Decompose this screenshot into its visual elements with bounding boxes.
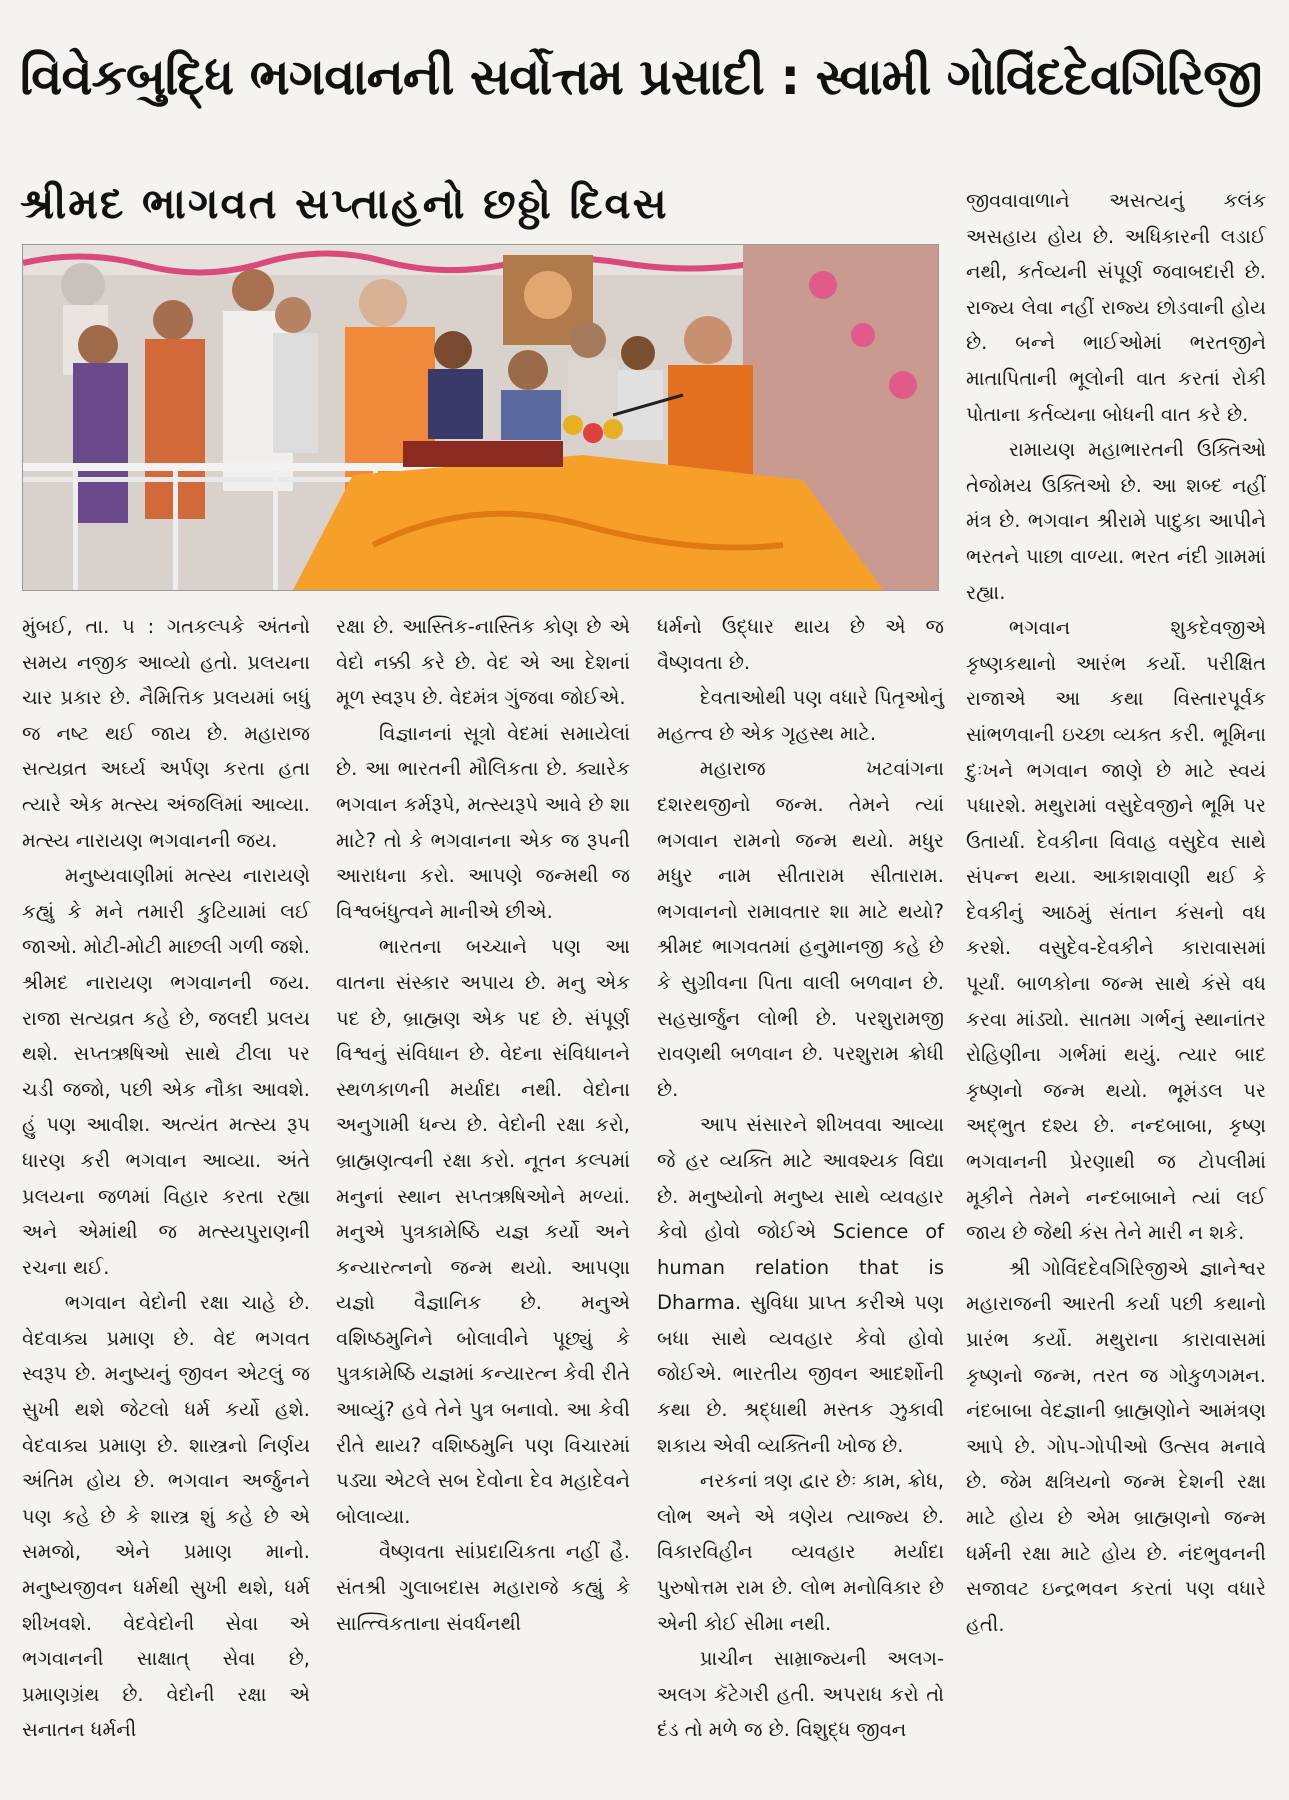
paragraph: ધર્મનો ઉદ્ધાર થાય છે એ જ વૈષ્ણવતા છે. (657, 615, 944, 674)
article-column-2 (336, 609, 630, 1641)
article-column-3 (657, 609, 944, 1748)
paragraph: ભગવાન શુકદેવજીએ કૃષ્ણકથાનો આરંભ કર્યો. પરીક્ષિત રાજાએ આ કથા વિસ્તારપૂર્વક સાંભળવાની ઇચ્છા વ્યક્ત કરી. ભૂમિના દુઃખને ભગવાન જાણે છે માટે સ્વયં પધારશે. મથુરામાં વસુદેવજીને ભૂમિ પર ઉતાર્યા. દેવકીના વિવાહ વસુદેવ સાથે સંપન્ન થયા. આકાશવાણી થઈ કે દેવકીનું આઠમું સંતાન કંસનો વધ કરશે. વસુદેવ-દેવકીને કારાવાસમાં પૂર્યાં. બાળકોના જન્મ સાથે કંસે વધ કરવા માંડ્યો. સાતમા ગર્ભનું સ્થાનાંતર રોહિણીના ગર્ભમાં થયું. ત્યાર બાદ કૃષ્ણનો જન્મ થયો. ભૂમંડલ પર અદ્ભુત દશ્ય છે. નન્દબાબા, કૃષ્ણ ભગવાનની પ્રેરણાથી જ ટોપલીમાં મૂકીને તેમને નન્દબાબાને ત્યાં લઈ જાય છે જેથી કંસ તેને મારી ન શકે. (966, 616, 1266, 1245)
paragraph: દેવતાઓથી પણ વધારે પિતૃઓનું મહત્ત્વ છે એક ગૃહસ્થ માટે. (657, 686, 944, 745)
subheadline: શ્રીમદ ભાગવત સપ્તાહનો છઠ્ઠો દિવસ (20, 179, 669, 228)
paragraph: ભારતના બચ્ચાને પણ આ વાતના સંસ્કાર અપાય છે. મનુ એક પદ છે, બ્રાહ્મણ એક પદ છે. સંપૂર્ણ વિશ્વનું સંવિધાન છે. વેદના સંવિધાનને સ્થળકાળની મર્યાદા નથી. વેદોના અનુગામી ધન્ય છે. વેદોની રક્ષા કરો, બ્રાહ્મણત્વની રક્ષા કરો. નૂતન કલ્પમાં મનુનાં સ્થાન સપ્તઋષિઓને મળ્યાં. મનુએ પુત્રકામેષ્ઠિ યજ્ઞ કર્યો અને કન્યારત્નનો જન્મ થયો. આપણા યજ્ઞો વૈજ્ઞાનિક છે. મનુએ વશિષ્ઠમુનિને બોલાવીને પૂછ્યું કે પુત્રકામેષ્ઠિ યજ્ઞમાં કન્યારત્ન કેવી રીતે આવ્યું? હવે તેને પુત્ર બનાવો. આ કેવી રીતે થાય? વશિષ્ઠમુનિ પણ વિચારમાં પડ્યા એટલે સબ દેવોના દેવ મહાદેવને બોલાવ્યા. (336, 935, 630, 1528)
paragraph: મનુષ્યવાણીમાં મત્સ્ય નારાયણે કહ્યું કે મને તમારી કુટિયામાં લઈ જાઓ. મોટી-મોટી માછલી ગળી જશે. શ્રીમદ નારાયણ ભગવાનની જય. રાજા સત્યવ્રત કહે છે, જલદી પ્રલય થશે. સપ્તઋષિઓ સાથે ટીલા પર ચડી જજો, પછી એક નૌકા આવશે. હું પણ આવીશ. અત્યંત મત્સ્ય રૂપ ધારણ કરી ભગવાન આવ્યા. અંતે પ્રલયના જળમાં વિહાર કરતા રહ્યા અને એમાંથી જ મત્સ્યપુરાણની રચના થઈ. (22, 864, 310, 1279)
paragraph: રામાયણ મહાભારતની ઉક્તિઓ તેજોમય ઉક્તિઓ છે. આ શબ્દ નહીં મંત્ર છે. ભગવાન શ્રીરામે પાદુકા આપીને ભરતને પાછા વાળ્યા. ભરત નંદી ગ્રામમાં રહ્યા. (966, 438, 1266, 604)
event-photo (22, 244, 939, 591)
paragraph: મુંબઈ, તા. ૫ : ગતકલ્પકે અંતનો સમય નજીક આવ્યો હતો. પ્રલયના ચાર પ્રકાર છે. નૈમિત્તિક પ્રલયમાં બધું જ નષ્ટ થઈ જાય છે. મહારાજ સત્યવ્રત અર્ઘ્ય અર્પણ કરતા હતા ત્યારે એક મત્સ્ય અંજલિમાં આવ્યા. મત્સ્ય નારાયણ ભગવાનની જય. (22, 615, 310, 852)
paragraph: શ્રી ગોવિંદદેવગિરિજીએ જ્ઞાનેશ્વર મહારાજની આરતી કર્યા પછી કથાનો પ્રારંભ કર્યો. મથુરાના કારાવાસમાં કૃષ્ણનો જન્મ, તરત જ ગોકુળગમન. નંદબાબા વેદજ્ઞાની બ્રાહ્મણોને આમંત્રણ આપે છે. ગોપ-ગોપીઓ ઉત્સવ મનાવે છે. જેમ ક્ષત્રિયનો જન્મ દેશની રક્ષા માટે હોય છે એમ બ્રાહ્મણનો જન્મ ધર્મની રક્ષા માટે હોય છે. નંદભુવનની સજાવટ ઇન્દ્રભવન કરતાં પણ વધારે હતી. (966, 1256, 1266, 1636)
paragraph: મહારાજ ખટવાંગના દશરથજીનો જન્મ. તેમને ત્યાં ભગવાન રામનો જન્મ થયો. મધુર મધુર નામ સીતારામ સીતારામ. ભગવાનનો રામાવતાર શા માટે થયો? શ્રીમદ ભાગવતમાં હનુમાનજી કહે છે કે સુગ્રીવના પિતા વાલી બળવાન છે. સહસ્રાર્જુન લોભી છે. પરશુરામજી રાવણથી બળવાન છે. પરશુરામ ક્રોધી છે. (657, 757, 944, 1101)
paragraph: જીવવાવાળાને અસત્યનું કલંક અસહાય હોય છે. અધિકારની લડાઈ નથી, કર્તવ્યની સંપૂર્ણ જવાબદારી છે. રાજ્ય લેવા નહીં રાજ્ય છોડવાની હોય છે. બન્ને ભાઈઓમાં ભરતજીને માતાપિતાની ભૂલોની વાત કરતાં રોકી પોતાના કર્તવ્યના બોધની વાત કરે છે. (966, 189, 1266, 426)
paragraph: ભગવાન વેદોની રક્ષા ચાહે છે. વેદવાક્ય પ્રમાણ છે. વેદ ભગવત સ્વરૂપ છે. મનુષ્યનું જીવન એટલું જ સુખી થશે જેટલો ધર્મ કર્યો હશે. વેદવાક્ય પ્રમાણ છે. શાસ્ત્રનો નિર્ણય અંતિમ હોય છે. ભગવાન અર્જુનને પણ કહે છે કે શાસ્ત્ર શું કહે છે એ સમજો, એને પ્રમાણ માનો. મનુષ્યજીવન ધર્મથી સુખી થશે, ધર્મ શીખવશે. વેદવેદોની સેવા એ ભગવાનની સાક્ષાત્ સેવા છે, પ્રમાણગ્રંથ છે. વેદોની રક્ષા એ સનાતન ધર્મની (22, 1291, 310, 1742)
article-column-1 (22, 609, 310, 1748)
paragraph: આપ સંસારને શીખવવા આવ્યા જે હર વ્યક્તિ માટે આવશ્યક વિદ્યા છે. મનુષ્યોનો મનુષ્ય સાથે વ્યવહાર કેવો હોવો જોઈએ Science of human relation that is Dharma. સુવિધા પ્રાપ્ત કરીએ પણ બધા સાથે વ્યવહાર કેવો હોવો જોઈએ. ભારતીય જીવન આદર્શોની કથા છે. શ્રદ્ધાથી મસ્તક ઝુકાવી શકાય એવી વ્યક્તિની ખોજ છે. (657, 1113, 944, 1457)
paragraph: પ્રાચીન સામ્રાજ્યની અલગ-અલગ કૅટેગરી હતી. અપરાધ કરો તો દંડ તો મળે જ છે. વિશુદ્ધ જીવન (657, 1647, 944, 1742)
paragraph: નરકનાં ત્રણ દ્વાર છેઃ કામ, ક્રોધ, લોભ અને એ ત્રણેય ત્યાજ્ય છે. વિકારવિહીન વ્યવહાર મર્યાદા પુરુષોત્તમ રામ છે. લોભ મનોવિકાર છે એની કોઈ સીમા નથી. (657, 1469, 944, 1635)
paragraph: વિજ્ઞાનનાં સૂત્રો વેદમાં સમાયેલાં છે. આ ભારતની મૌલિકતા છે. ક્યારેક ભગવાન કર્મરૂપે, મત્સ્યરૂપે આવે છે શા માટે? તો કે ભગવાનના એક જ રૂપની આરાધના કરો. આપણે જન્મથી જ વિશ્વબંધુત્વને માનીએ છીએ. (336, 721, 630, 923)
paragraph: વૈષ્ણવતા સાંપ્રદાયિકતા નહીં હૈ. સંતશ્રી ગુલાબદાસ મહારાજે કહ્યું કે સાત્ત્વિકતાના સંવર્ધનથી (336, 1540, 630, 1635)
paragraph: રક્ષા છે. આસ્તિક-નાસ્તિક કોણ છે એ વેદો નક્કી કરે છે. વેદ એ આ દેશનાં મૂળ સ્વરૂપ છે. વેદમંત્ર ગુંજવા જોઈએ. (336, 615, 630, 710)
headline: વિવેકબુદ્ધિ ભગવાનની સર્વોત્તમ પ્રસાદી : સ્વામી ગોવિંદદેવગિરિજી (20, 48, 1262, 106)
article-column-4 (966, 183, 1266, 1642)
